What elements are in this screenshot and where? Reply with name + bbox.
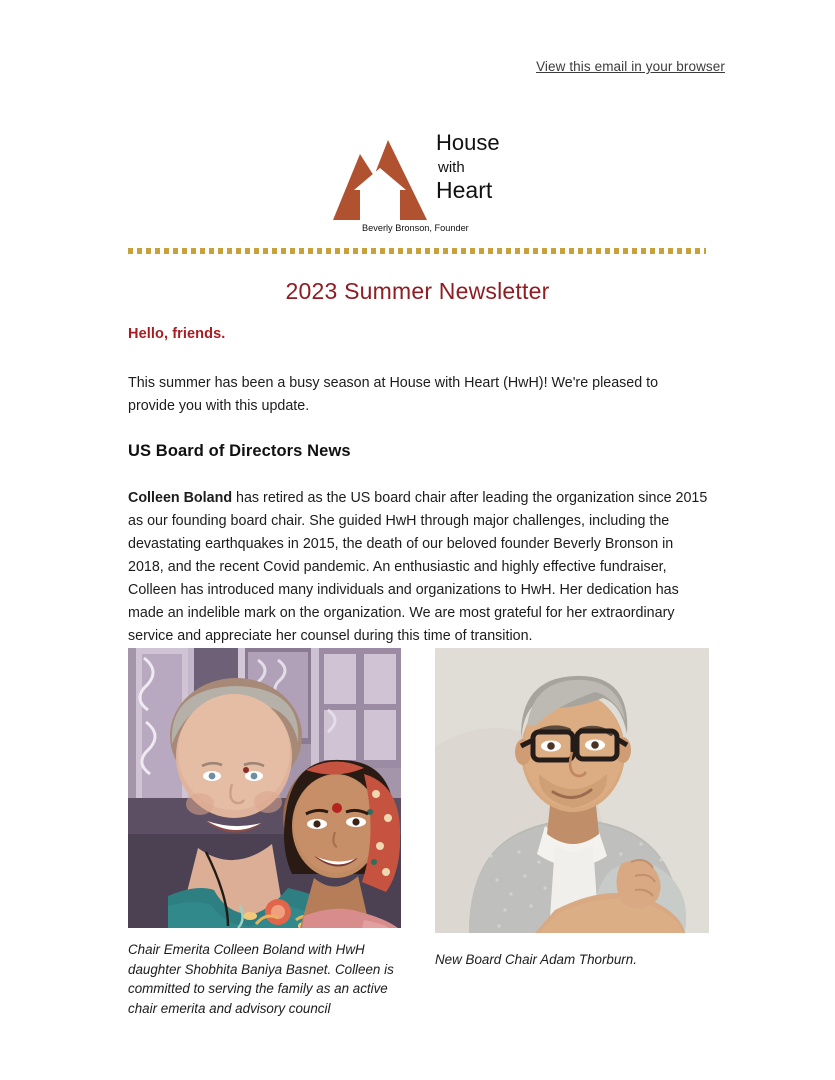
photo-caption-right: New Board Chair Adam Thorburn. [435, 952, 637, 967]
photo-block-left [128, 648, 401, 1018]
photo-caption-left: Chair Emerita Colleen Boland with HwH daughter Shobhita Baniya Basnet. Colleen is committed to serving the family as an active chair emerita and advisory council [128, 942, 394, 1016]
photo-adam-graphic [435, 648, 709, 933]
logo-graphic [330, 124, 506, 234]
logo-container [0, 124, 835, 234]
board-news-body: has retired as the US board chair after leading the organization since 2015 as our founding board chair. She guided HwH through major challenges, including the devastating earthquakes in 2015, the death of our beloved founder Beverly Bronson in 2018, and the recent Covid pandemic. An enthusiastic and highly effective fundraiser, Colleen has introduced many individuals and organizations to HwH. Her dedication has made an indelible mark on the organization. We are most grateful for her extraordinary service and appreciate her counsel during this time of transition. [128, 490, 708, 644]
photo-block-right [435, 648, 709, 970]
board-news-paragraph [128, 487, 708, 648]
section-heading-board-news: US Board of Directors News [128, 442, 351, 460]
photo-adam-thorburn [435, 648, 709, 933]
greeting-text: Hello, friends. [128, 326, 226, 342]
photo-colleen-and-shobhita [128, 648, 401, 928]
logo-text-heart: Heart [435, 177, 492, 203]
intro-paragraph: This summer has been a busy season at House with Heart (HwH)! We're pleased to provide you with this update. [128, 375, 659, 414]
board-news-lead-name: Colleen Boland [128, 490, 233, 506]
photo-colleen-graphic [128, 648, 401, 928]
photo-row [128, 648, 710, 1018]
logo-text-with: with [437, 159, 465, 176]
preheader-bar [0, 58, 835, 76]
view-in-browser-link[interactable]: View this email in your browser [536, 59, 725, 74]
email-body [128, 326, 708, 672]
page-title: 2023 Summer Newsletter [285, 278, 550, 304]
dotted-divider [128, 247, 706, 254]
logo-text-house: House [435, 130, 500, 155]
house-with-heart-logo[interactable] [330, 124, 506, 234]
logo-tagline: Beverly Bronson, Founder [361, 223, 469, 233]
